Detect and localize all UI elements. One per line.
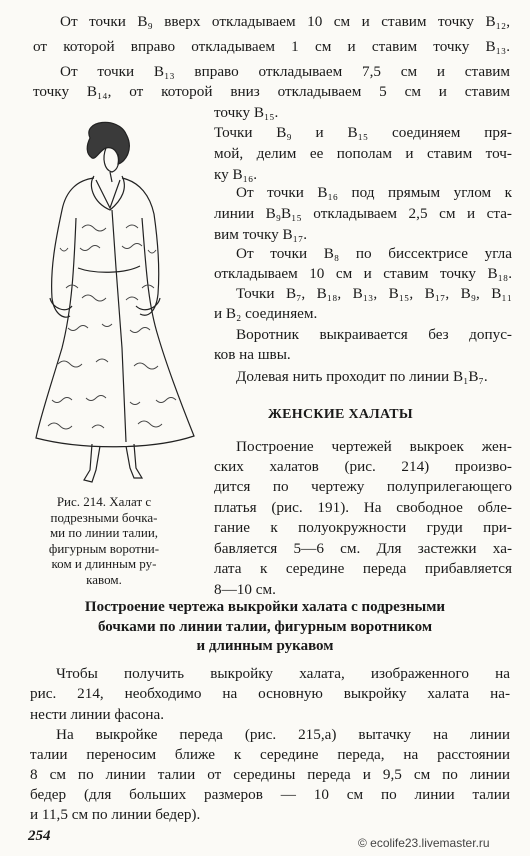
text-line: Воротник выкраивается без допус-	[236, 326, 512, 343]
figure-caption-line: ми по линии талии,	[49, 525, 159, 540]
text-line: лата к середине переда прибавляется	[214, 560, 512, 577]
section-title: ЖЕНСКИЕ ХАЛАТЫ	[268, 407, 413, 422]
text-line: Точки В₇, В₁₈, В₁₃, В₁₅, В₁₇, В₉, В₁₁	[236, 285, 512, 302]
text-line: 8—10 см.	[214, 581, 276, 598]
figure-caption-line: кавом.	[86, 571, 122, 587]
text-line: бавляется 5—6 см. Для застежки ха-	[214, 540, 512, 557]
text-line: гание к полуокружности груди при-	[214, 519, 512, 536]
figure-caption-line: фигурным воротни-	[48, 540, 160, 556]
text-line: точку В₁₅.	[214, 104, 279, 121]
text-line: ков на швы.	[214, 346, 291, 363]
text-line: От точки В₈ по биссектрисе угла	[236, 245, 512, 262]
text-line: От точки В₉ вверх откладываем 10 см и ставим точку В₁₂,	[60, 13, 510, 30]
page-number: 254	[28, 828, 51, 844]
text-line: От точки В₁₃ вправо откладываем 7,5 см и ставим	[60, 63, 510, 80]
text-line: и В₂ соединяем.	[214, 305, 318, 322]
heading-line: Построение чертежа выкройки халата с подрезными	[84, 599, 446, 615]
text-line: На выкройке переда (рис. 215,а) вытачку на линии	[56, 726, 510, 743]
robe-illustration	[22, 118, 200, 490]
text-line: От точки В₁₆ под прямым углом к	[236, 184, 512, 201]
text-line: нести линии фасона.	[30, 706, 165, 723]
text-line: Точки В₉ и В₁₅ соединяем пря-	[214, 124, 512, 141]
text-line: точку В₁₄, от которой вниз откладываем 5 см и ставим	[33, 83, 510, 100]
watermark: © ecolife23.livemaster.ru	[358, 836, 490, 850]
text-line: ских халатов (рис. 214) произво-	[214, 458, 512, 475]
figure-caption-line: ком и длинным ру-	[51, 556, 157, 571]
heading-line: бочками по линии талии, фигурным воротником	[97, 618, 433, 635]
text-line: линии В₉В₁₅ откладываем 2,5 см и ста-	[214, 205, 512, 222]
text-line: 8 см по линии талии от середины переда и 9,5 см по линии	[30, 766, 510, 783]
text-line: дится по чертежу полуприлегающего	[214, 478, 512, 495]
text-line: платья (рис. 191). На свободное обле-	[214, 499, 512, 516]
text-line: Долевая нить проходит по линии В₁В₇.	[236, 368, 488, 385]
figure-caption-line: Рис. 214. Халат с	[56, 494, 152, 509]
text-line: откладываем 10 см и ставим точку В₁₈.	[214, 265, 512, 282]
figure-caption-line: подрезными бочка-	[50, 509, 158, 525]
text-line: Построение чертежей выкроек жен-	[236, 438, 512, 455]
text-line: рис. 214, необходимо на основную выкройку халата на-	[30, 685, 510, 702]
subsection-heading	[20, 598, 510, 657]
text-line: Чтобы получить выкройку халата, изображенного на	[56, 665, 510, 682]
text-line: и 11,5 см по линии бедер).	[30, 806, 201, 823]
text-line: талии переносим ближе к середине переда, на расстоянии	[30, 746, 510, 763]
text-line: вим точку В₁₇.	[214, 226, 308, 243]
text-line: мой, делим ее пополам и ставим точ-	[214, 145, 512, 162]
heading-line: и длинным рукавом	[196, 638, 334, 654]
text-line: бедер (для больших размеров — 10 см по линии талии	[30, 786, 510, 803]
text-line: ку В₁₆.	[214, 166, 258, 183]
text-line: от которой вправо откладываем 1 см и ставим точку В₁₃.	[33, 38, 510, 55]
